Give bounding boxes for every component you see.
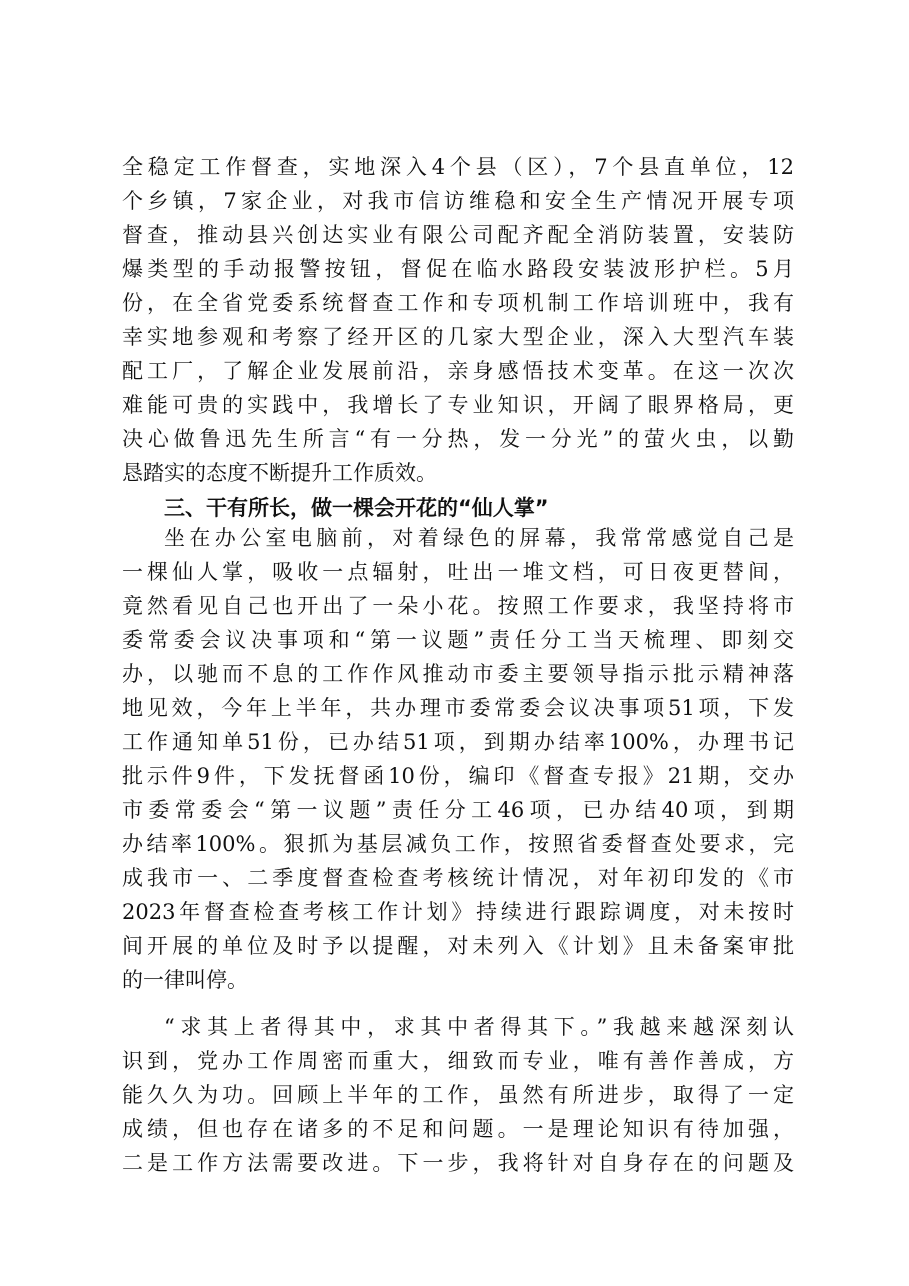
paragraph-line: 的一律叫停。 <box>122 968 248 992</box>
paragraph-line: 间开展的单位及时予以提醒，对未列入《计划》且未备案审批 <box>122 934 794 958</box>
paragraph-line: 难能可贵的实践中，我增长了专业知识，开阔了眼界格局，更 <box>122 393 794 417</box>
paragraph-line: 个乡镇，7家企业，对我市信访维稳和安全生产情况开展专项 <box>122 189 794 213</box>
paragraph-line: 办结率100%。狠抓为基层减负工作，按照省委督查处要求，完 <box>122 832 794 856</box>
paragraph-line: 委常委会议决事项和“第一议题”责任分工当天梳理、即刻交 <box>122 628 794 652</box>
paragraph-line: 成我市一、二季度督查检查考核统计情况，对年初印发的《市 <box>122 866 794 890</box>
paragraph-line: 识到，党办工作周密而重大，细致而专业，唯有善作善成，方 <box>122 1049 794 1073</box>
paragraph-line: 2023年督查检查考核工作计划》持续进行跟踪调度，对未按时 <box>122 900 794 924</box>
paragraph-line: 坐在办公室电脑前，对着绿色的屏幕，我常常感觉自己是 <box>164 526 794 550</box>
paragraph-line: 督查，推动县兴创达实业有限公司配齐配全消防装置，安装防 <box>122 223 794 247</box>
paragraph-line: 恳踏实的态度不断提升工作质效。 <box>122 461 437 485</box>
paragraph-line: 地见效，今年上半年，共办理市委常委会议决事项51项，下发 <box>122 696 794 720</box>
paragraph-line: 爆类型的手动报警按钮，督促在临水路段安装波形护栏。5月 <box>122 257 794 281</box>
paragraph-line: 工作通知单51份，已办结51项，到期办结率100%，办理书记 <box>122 730 794 754</box>
paragraph-line: 成绩，但也存在诸多的不足和问题。一是理论知识有待加强， <box>122 1117 794 1141</box>
paragraph-line: 批示件9件，下发抚督函10份，编印《督查专报》21期，交办 <box>122 764 794 788</box>
paragraph-line: 市委常委会“第一议题”责任分工46项，已办结40项，到期 <box>122 798 794 822</box>
paragraph-line: “求其上者得其中，求其中者得其下。”我越来越深刻认 <box>164 1015 794 1039</box>
paragraph-line: 二是工作方法需要改进。下一步，我将针对自身存在的问题及 <box>122 1151 794 1175</box>
section-heading: 三、干有所长，做一棵会开花的“仙人掌” <box>164 496 549 520</box>
paragraph-line: 办，以驰而不息的工作作风推动市委主要领导指示批示精神落 <box>122 662 794 686</box>
paragraph-line: 一棵仙人掌，吸收一点辐射，吐出一堆文档，可日夜更替间， <box>122 560 794 584</box>
paragraph-line: 全稳定工作督查，实地深入4个县（区），7个县直单位，12 <box>122 155 794 179</box>
paragraph-line: 幸实地参观和考察了经开区的几家大型企业，深入大型汽车装 <box>122 325 794 349</box>
paragraph-line: 配工厂，了解企业发展前沿，亲身感悟技术变革。在这一次次 <box>122 359 794 383</box>
paragraph-line: 竟然看见自己也开出了一朵小花。按照工作要求，我坚持将市 <box>122 594 794 618</box>
paragraph-line: 份，在全省党委系统督查工作和专项机制工作培训班中，我有 <box>122 291 794 315</box>
paragraph-line: 能久久为功。回顾上半年的工作，虽然有所进步，取得了一定 <box>122 1083 794 1107</box>
paragraph-line: 决心做鲁迅先生所言“有一分热，发一分光”的萤火虫，以勤 <box>122 427 794 451</box>
